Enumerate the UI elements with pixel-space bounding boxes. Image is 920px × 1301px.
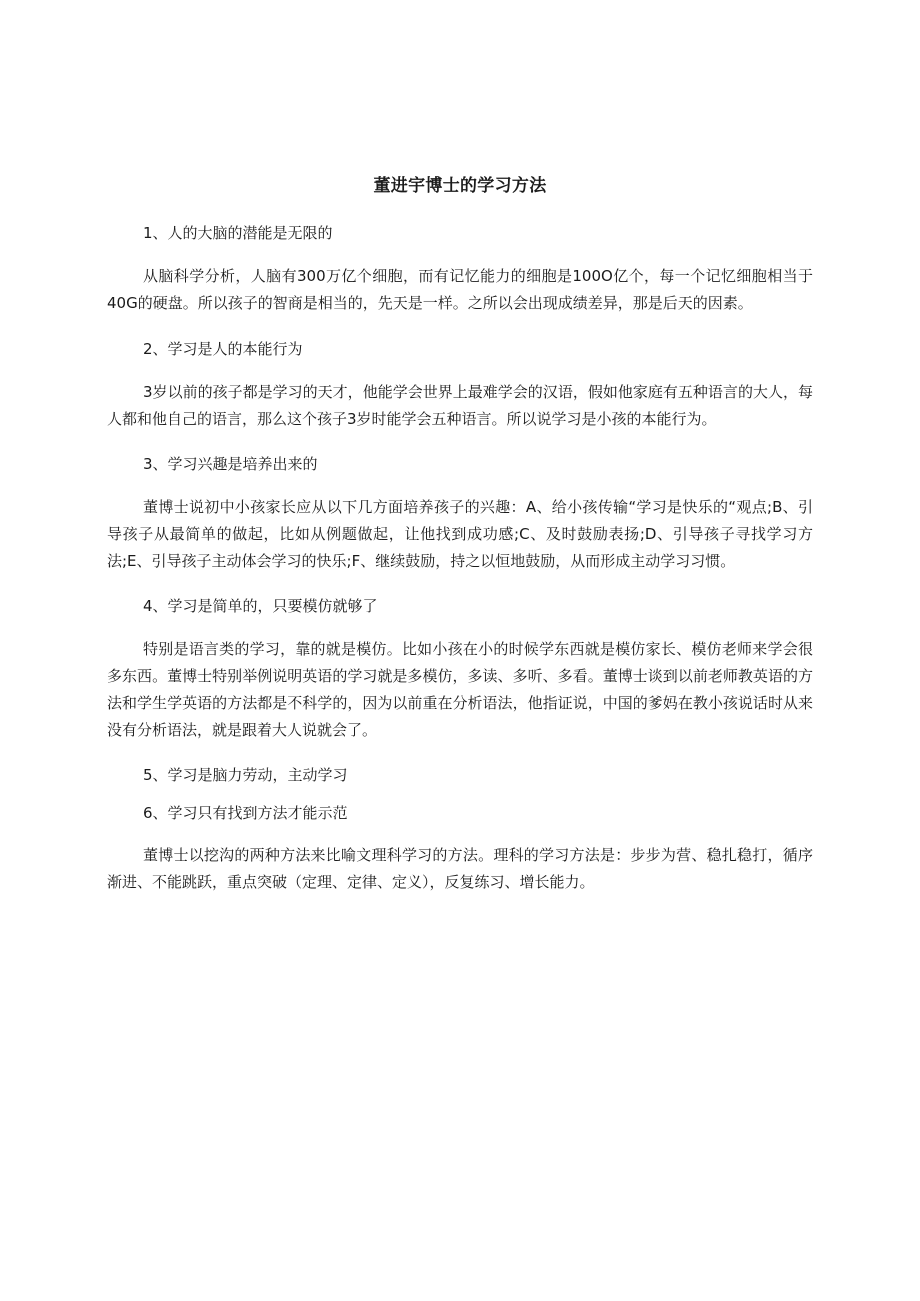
section-body-2: 3岁以前的孩子都是学习的天才，他能学会世界上最难学会的汉语，假如他家庭有五种语言的大人，每人都和他自己的语言，那么这个孩子3岁时能学会五种语言。所以说学习是小孩的本能行为。 bbox=[107, 383, 813, 428]
section-heading-3: 3、学习兴趣是培养出来的 bbox=[143, 455, 318, 473]
section-heading-2: 2、学习是人的本能行为 bbox=[143, 340, 303, 358]
section-body-6: 董博士以挖沟的两种方法来比喻文理科学习的方法。理科的学习方法是：步步为营、稳扎稳打，循序渐进、不能跳跃，重点突破（定理、定律、定义），反复练习、增长能力。 bbox=[107, 846, 813, 891]
section-heading-1: 1、人的大脑的潜能是无限的 bbox=[143, 224, 333, 242]
section-heading-6: 6、学习只有找到方法才能示范 bbox=[143, 804, 348, 822]
section-body-1: 从脑科学分析，人脑有300万亿个细胞，而有记忆能力的细胞是100O亿个，每一个记忆细胞相当于40G的硬盘。所以孩子的智商是相当的，先天是一样。之所以会出现成绩差异，那是后天的因素。 bbox=[107, 267, 813, 312]
document-title: 董进宇博士的学习方法 bbox=[373, 176, 547, 196]
section-heading-5: 5、学习是脑力劳动，主动学习 bbox=[143, 766, 348, 784]
section-body-4: 特别是语言类的学习，靠的就是模仿。比如小孩在小的时候学东西就是模仿家长、模仿老师来学会很多东西。董博士特别举例说明英语的学习就是多模仿，多读、多听、多看。董博士谈到以前老师教英语的方法和学生学英语的方法都是不科学的，因为以前重在分析语法，他指证说，中国的爹妈在教小孩说话时从来没有分析语法，就是跟着大人说就会了。 bbox=[107, 640, 813, 739]
document-body bbox=[107, 222, 813, 896]
section-body-3: 董博士说初中小孩家长应从以下几方面培养孩子的兴趣：A、给小孩传输“学习是快乐的“观点;B、引导孩子从最简单的做起，比如从例题做起，让他找到成功感;C、及时鼓励表扬;D、引导孩子寻找学习方法;E、引导孩子主动体会学习的快乐;F、继续鼓励，持之以恒地鼓励，从而形成主动学习习惯。 bbox=[107, 498, 813, 570]
section-heading-4: 4、学习是简单的，只要模仿就够了 bbox=[143, 597, 378, 615]
